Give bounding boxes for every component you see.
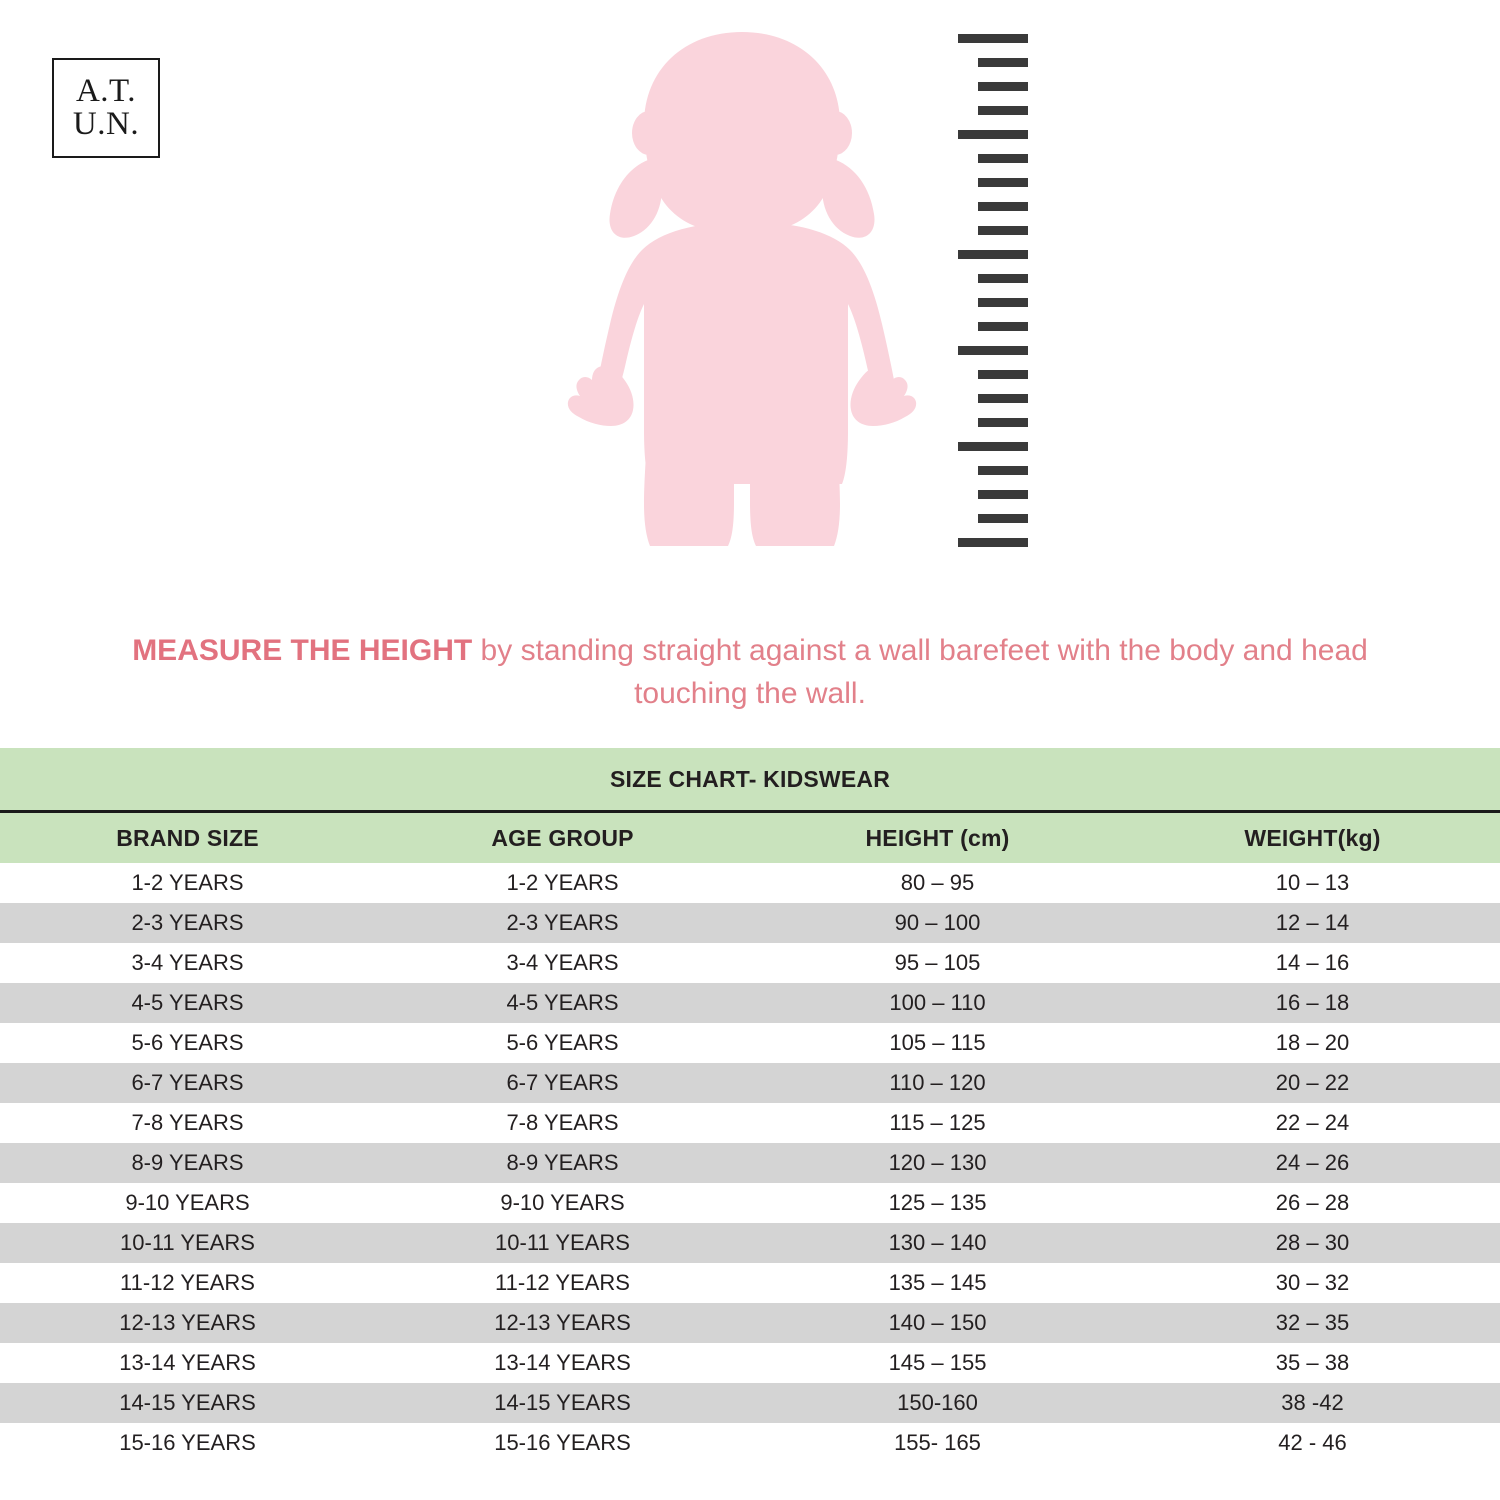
cell-height: 110 – 120 [750, 1063, 1125, 1103]
child-silhouette-icon [568, 32, 916, 546]
table-row [0, 1223, 1500, 1263]
cell-height: 145 – 155 [750, 1343, 1125, 1383]
cell-height: 90 – 100 [750, 903, 1125, 943]
size-chart-title: SIZE CHART- KIDSWEAR [0, 748, 1500, 812]
cell-weight: 26 – 28 [1125, 1183, 1500, 1223]
column-header-height: HEIGHT (cm) [750, 812, 1125, 864]
cell-brand-size: 5-6 YEARS [0, 1023, 375, 1063]
cell-weight: 22 – 24 [1125, 1103, 1500, 1143]
cell-brand-size: 1-2 YEARS [0, 863, 375, 903]
table-row [0, 1103, 1500, 1143]
cell-brand-size: 6-7 YEARS [0, 1063, 375, 1103]
column-header-age-group: AGE GROUP [375, 812, 750, 864]
cell-age-group: 15-16 YEARS [375, 1423, 750, 1463]
measure-instruction [100, 630, 1400, 715]
brand-logo-line-1: A.T. [75, 73, 137, 109]
cell-height: 150-160 [750, 1383, 1125, 1423]
cell-age-group: 2-3 YEARS [375, 903, 750, 943]
measure-instruction-rest: by standing straight against a wall barefeet with the body and head touching the wall. [472, 634, 1368, 710]
cell-brand-size: 14-15 YEARS [0, 1383, 375, 1423]
table-row [0, 1143, 1500, 1183]
table-row [0, 903, 1500, 943]
cell-age-group: 1-2 YEARS [375, 863, 750, 903]
cell-brand-size: 8-9 YEARS [0, 1143, 375, 1183]
cell-brand-size: 7-8 YEARS [0, 1103, 375, 1143]
cell-weight: 32 – 35 [1125, 1303, 1500, 1343]
cell-height: 155- 165 [750, 1423, 1125, 1463]
cell-height: 120 – 130 [750, 1143, 1125, 1183]
cell-weight: 28 – 30 [1125, 1223, 1500, 1263]
cell-age-group: 13-14 YEARS [375, 1343, 750, 1383]
cell-height: 125 – 135 [750, 1183, 1125, 1223]
size-chart-body [0, 748, 1500, 1463]
cell-brand-size: 2-3 YEARS [0, 903, 375, 943]
cell-brand-size: 10-11 YEARS [0, 1223, 375, 1263]
cell-weight: 30 – 32 [1125, 1263, 1500, 1303]
cell-brand-size: 4-5 YEARS [0, 983, 375, 1023]
cell-weight: 10 – 13 [1125, 863, 1500, 903]
cell-height: 95 – 105 [750, 943, 1125, 983]
table-row [0, 1343, 1500, 1383]
table-row [0, 863, 1500, 903]
cell-weight: 20 – 22 [1125, 1063, 1500, 1103]
size-chart-section [0, 748, 1500, 1463]
cell-age-group: 5-6 YEARS [375, 1023, 750, 1063]
table-row [0, 1383, 1500, 1423]
cell-age-group: 6-7 YEARS [375, 1063, 750, 1103]
column-header-brand-size: BRAND SIZE [0, 812, 375, 864]
table-row [0, 1023, 1500, 1063]
brand-logo-line-2: U.N. [72, 106, 140, 142]
table-row [0, 1183, 1500, 1223]
cell-brand-size: 11-12 YEARS [0, 1263, 375, 1303]
cell-brand-size: 3-4 YEARS [0, 943, 375, 983]
cell-weight: 12 – 14 [1125, 903, 1500, 943]
height-ruler-icon [958, 34, 1028, 547]
cell-brand-size: 13-14 YEARS [0, 1343, 375, 1383]
cell-height: 140 – 150 [750, 1303, 1125, 1343]
size-chart-title-row [0, 748, 1500, 812]
cell-age-group: 3-4 YEARS [375, 943, 750, 983]
table-row [0, 943, 1500, 983]
cell-weight: 35 – 38 [1125, 1343, 1500, 1383]
cell-age-group: 8-9 YEARS [375, 1143, 750, 1183]
table-row [0, 1263, 1500, 1303]
cell-age-group: 9-10 YEARS [375, 1183, 750, 1223]
header-illustration [0, 0, 1500, 600]
cell-height: 130 – 140 [750, 1223, 1125, 1263]
cell-age-group: 7-8 YEARS [375, 1103, 750, 1143]
cell-height: 135 – 145 [750, 1263, 1125, 1303]
cell-weight: 14 – 16 [1125, 943, 1500, 983]
size-chart-header-row [0, 812, 1500, 864]
cell-age-group: 4-5 YEARS [375, 983, 750, 1023]
cell-brand-size: 12-13 YEARS [0, 1303, 375, 1343]
cell-height: 100 – 110 [750, 983, 1125, 1023]
cell-weight: 16 – 18 [1125, 983, 1500, 1023]
cell-brand-size: 15-16 YEARS [0, 1423, 375, 1463]
cell-height: 80 – 95 [750, 863, 1125, 903]
cell-weight: 38 -42 [1125, 1383, 1500, 1423]
table-row [0, 983, 1500, 1023]
cell-age-group: 14-15 YEARS [375, 1383, 750, 1423]
cell-brand-size: 9-10 YEARS [0, 1183, 375, 1223]
cell-weight: 24 – 26 [1125, 1143, 1500, 1183]
measure-instruction-emphasis: MEASURE THE HEIGHT [132, 634, 473, 667]
cell-age-group: 11-12 YEARS [375, 1263, 750, 1303]
cell-age-group: 10-11 YEARS [375, 1223, 750, 1263]
size-chart-table [0, 748, 1500, 1463]
cell-weight: 42 - 46 [1125, 1423, 1500, 1463]
cell-height: 115 – 125 [750, 1103, 1125, 1143]
cell-weight: 18 – 20 [1125, 1023, 1500, 1063]
table-row [0, 1423, 1500, 1463]
column-header-weight: WEIGHT(kg) [1125, 812, 1500, 864]
cell-height: 105 – 115 [750, 1023, 1125, 1063]
table-row [0, 1303, 1500, 1343]
table-row [0, 1063, 1500, 1103]
cell-age-group: 12-13 YEARS [375, 1303, 750, 1343]
